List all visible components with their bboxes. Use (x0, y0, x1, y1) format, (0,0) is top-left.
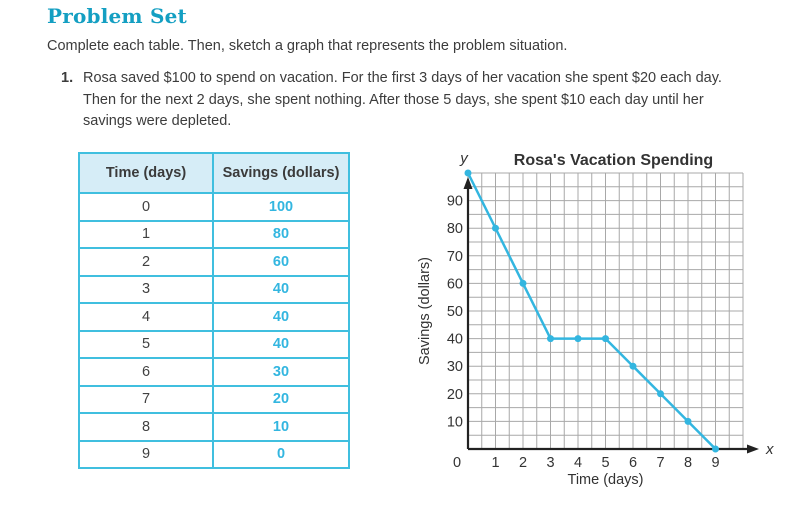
table-header-savings: Savings (dollars) (213, 153, 349, 193)
savings-cell: 80 (213, 221, 349, 249)
data-point (520, 280, 527, 287)
savings-cell: 10 (213, 413, 349, 441)
table-row (79, 386, 349, 414)
savings-cell: 0 (213, 441, 349, 469)
data-point (685, 418, 692, 425)
time-cell: 5 (79, 331, 213, 359)
time-cell: 7 (79, 386, 213, 414)
x-tick-label: 4 (573, 455, 583, 471)
x-axis-end-label: x (766, 441, 774, 458)
table-row (79, 276, 349, 304)
data-point (657, 390, 664, 397)
time-cell: 2 (79, 248, 213, 276)
time-cell: 3 (79, 276, 213, 304)
savings-cell: 100 (213, 193, 349, 221)
y-tick-label: 50 (446, 304, 463, 320)
savings-table-head (79, 153, 349, 193)
time-cell: 8 (79, 413, 213, 441)
table-header-time: Time (days) (79, 153, 213, 193)
time-cell: 4 (79, 303, 213, 331)
tick-labels (447, 194, 720, 471)
y-tick-label: 20 (446, 386, 463, 403)
y-tick-label: 10 (446, 414, 463, 431)
table-row (79, 413, 349, 441)
x-tick-label: 2 (518, 455, 528, 471)
time-cell: 9 (79, 441, 213, 469)
data-point (630, 363, 637, 370)
y-tick-label: 70 (446, 248, 463, 265)
savings-cell: 60 (213, 248, 349, 276)
problem-text-line: savings were depleted. (83, 113, 232, 129)
time-cell: 1 (79, 221, 213, 249)
x-tick-label: 6 (628, 455, 638, 471)
x-tick-label: 3 (546, 455, 555, 471)
problem-number: 1. (61, 70, 74, 86)
savings-table (78, 152, 350, 469)
problem-text-line: Rosa saved $100 to spend on vacation. For the first 3 days of her vacation she spent $20 each day. (83, 70, 722, 86)
savings-cell: 30 (213, 358, 349, 386)
savings-cell: 20 (213, 386, 349, 414)
problem-item (61, 68, 722, 133)
x-axis-label: Time (days) (567, 472, 644, 488)
table-row (79, 248, 349, 276)
savings-table-body (79, 193, 349, 468)
data-point (547, 335, 554, 342)
savings-cell: 40 (213, 303, 349, 331)
savings-cell: 40 (213, 331, 349, 359)
problem-text-line: Then for the next 2 days, she spent nothing. After those 5 days, she spent $10 each day until her (83, 91, 704, 108)
chart-svg (413, 146, 789, 508)
y-tick-label: 80 (446, 221, 463, 238)
table-row (79, 193, 349, 221)
x-tick-label: 8 (683, 455, 693, 471)
chart-axes (464, 177, 760, 454)
y-tick-label: 90 (446, 193, 463, 210)
vacation-spending-chart (413, 146, 789, 509)
data-point (602, 335, 609, 342)
table-row (79, 358, 349, 386)
x-tick-label: 7 (656, 455, 665, 471)
y-tick-label: 60 (446, 276, 463, 293)
table-row (79, 303, 349, 331)
chart-grid (468, 173, 743, 449)
instructions-text: Complete each table. Then, sketch a graph that represents the problem situation. (47, 38, 568, 54)
data-point (492, 225, 499, 232)
x-tick-label: 9 (711, 455, 720, 471)
data-point (575, 335, 582, 342)
table-row (79, 441, 349, 469)
chart-title: Rosa's Vacation Spending (513, 152, 714, 169)
x-tick-label: 1 (491, 455, 500, 471)
time-cell: 6 (79, 358, 213, 386)
data-point (712, 446, 719, 453)
problem-text (83, 68, 722, 133)
y-tick-label: 40 (446, 331, 463, 348)
table-row (79, 331, 349, 359)
x-tick-label: 5 (601, 455, 610, 471)
table-row (79, 221, 349, 249)
time-cell: 0 (79, 193, 213, 221)
savings-cell: 40 (213, 276, 349, 304)
data-point (465, 170, 472, 177)
y-tick-label: 30 (446, 359, 463, 376)
y-axis-label: Savings (dollars) (417, 257, 433, 365)
y-axis-end-label: y (460, 150, 468, 167)
x-axis-arrow-icon (747, 445, 759, 454)
x-tick-label: 0 (452, 455, 462, 471)
table-header-row (79, 153, 349, 193)
page-title: Problem Set (47, 4, 187, 28)
